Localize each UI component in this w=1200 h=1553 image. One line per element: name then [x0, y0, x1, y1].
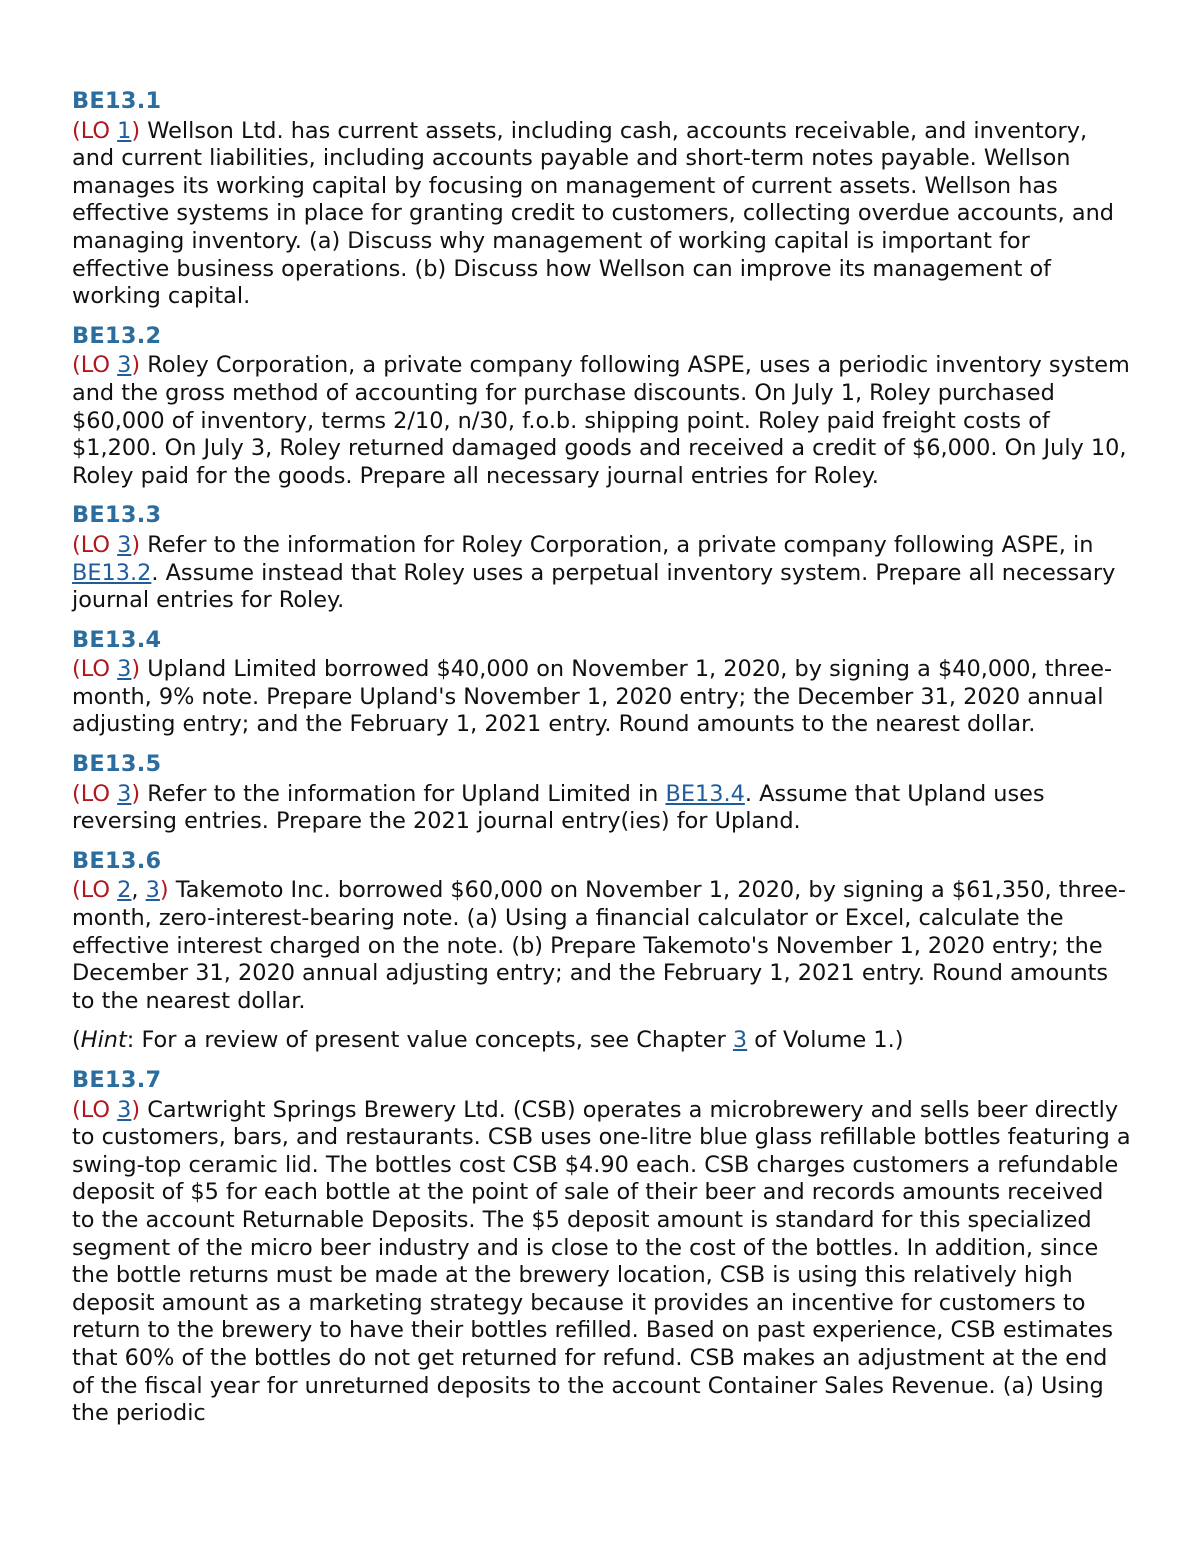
lo-open: (LO [72, 531, 118, 558]
exercise-body [72, 656, 1132, 739]
lo-link[interactable]: 3 [117, 656, 132, 683]
exercise-be13-2 [72, 323, 1132, 491]
lo-open: (LO [72, 780, 118, 807]
exercise-title: BE13.4 [72, 626, 162, 653]
hint-open: ( [72, 1027, 81, 1054]
lo-close: ) [131, 780, 141, 807]
exercise-title: BE13.6 [72, 847, 162, 874]
exercise-text: Roley Corporation, a private company following ASPE, uses a periodic inventory system and the gross method of accounting for purchase discounts. On July 1, Roley purchased $60,000 of inventory, terms 2/10, n/30, f.o.b. shipping point. Roley paid freight costs of $1,200. On July 3, Roley returned damaged goods and received a credit of $6,000. On July 10, Roley paid for the goods. Prepare all necessary journal entries for Roley. [72, 352, 1130, 489]
exercise-body [72, 1097, 1132, 1428]
lo-open: (LO [72, 1096, 118, 1123]
document-page [72, 88, 1132, 1440]
exercise-be13-4 [72, 627, 1132, 739]
exercise-be13-6 [72, 848, 1132, 1016]
cross-reference-link[interactable]: BE13.4 [665, 780, 745, 807]
exercise-text: Refer to the information for Roley Corporation, a private company following ASPE, in [140, 531, 1094, 558]
lo-link[interactable]: 1 [117, 117, 132, 144]
lo-close: ) [159, 877, 169, 904]
lo-open: (LO [72, 117, 118, 144]
exercise-be13-5 [72, 751, 1132, 836]
exercise-title: BE13.7 [72, 1067, 162, 1093]
lo-close: ) [131, 656, 141, 683]
chapter-link[interactable]: 3 [732, 1027, 748, 1054]
exercise-text: Refer to the information for Upland Limited in [140, 780, 666, 807]
lo-link[interactable]: 2 [117, 877, 132, 904]
exercise-body [72, 118, 1132, 311]
exercise-text: Wellson Ltd. has current assets, including cash, accounts receivable, and inventory, and current liabilities, including accounts payable and short-term notes payable. Wellson manages its working capital by focusing on management of current assets. Wellson has effective systems in place for granting credit to customers, collecting overdue accounts, and managing inventory. (a) Discuss why management of working capital is important for effective business operations. (b) Discuss how Wellson can improve its management of working capital. [72, 117, 1114, 310]
lo-open: (LO [72, 656, 118, 683]
exercise-body [72, 352, 1132, 490]
exercise-be13-1 [72, 88, 1132, 311]
exercise-be13-3 [72, 502, 1132, 614]
exercise-text-after: . Assume instead that Roley uses a perpetual inventory system. Prepare all necessary journal entries for Roley. [72, 559, 1116, 614]
hint-paragraph [72, 1027, 1132, 1055]
exercise-body [72, 532, 1132, 615]
exercise-text: Cartwright Springs Brewery Ltd. (CSB) operates a microbrewery and sells beer directly to customers, bars, and restaurants. CSB uses one-litre blue glass refillable bottles featuring a swing-top ceramic lid. The bottles cost CSB $4.90 each. CSB charges customers a refundable deposit of $5 for each bottle at the point of sale of their beer and records amounts received to the account Returnable Deposits. The $5 deposit amount is standard for this specialized segment of the micro beer industry and is close to the cost of the bottles. In addition, since the bottle returns must be made at the brewery location, CSB is using this relatively high deposit amount as a marketing strategy because it provides an incentive for customers to return to the brewery to have their bottles refilled. Based on past experience, CSB estimates that 60% of the bottles do not get returned for refund. CSB makes an adjustment at the end of the fiscal year for unreturned deposits to the account Container Sales Revenue. (a) Using the periodic [72, 1096, 1131, 1427]
lo-link[interactable]: 3 [117, 780, 132, 807]
exercise-body [72, 781, 1132, 836]
hint-close: of Volume 1.) [747, 1027, 904, 1054]
lo-link[interactable]: 3 [117, 1096, 132, 1123]
exercise-title: BE13.1 [72, 88, 162, 114]
lo-close: ) [131, 117, 141, 144]
exercise-body [72, 877, 1132, 1015]
exercise-text: Upland Limited borrowed $40,000 on November 1, 2020, by signing a $40,000, three-month, 9% note. Prepare Upland's November 1, 2020 entry; the December 31, 2020 annual adjusting entry; and the February 1, 2021 entry. Round amounts to the nearest dollar. [72, 656, 1113, 738]
lo-open: (LO [72, 877, 118, 904]
exercise-be13-7 [72, 1067, 1132, 1428]
lo-link[interactable]: 3 [145, 877, 160, 904]
hint-label: Hint [80, 1027, 127, 1054]
exercise-title: BE13.5 [72, 751, 162, 778]
exercise-text: Takemoto Inc. borrowed $60,000 on November 1, 2020, by signing a $61,350, three-month, zero-interest-bearing note. (a) Using a financial calculator or Excel, calculate the effective interest charged on the note. (b) Prepare Takemoto's November 1, 2020 entry; the December 31, 2020 annual adjusting entry; and the February 1, 2021 entry. Round amounts to the nearest dollar. [72, 877, 1127, 1014]
lo-link[interactable]: 3 [117, 352, 132, 379]
lo-open: (LO [72, 352, 118, 379]
lo-close: ) [131, 531, 141, 558]
lo-close: ) [131, 352, 141, 379]
exercise-title: BE13.2 [72, 322, 162, 349]
exercise-text-after: . Assume that Upland uses reversing entries. Prepare the 2021 journal entry(ies) for Upland. [72, 780, 1045, 835]
cross-reference-link[interactable]: BE13.2 [72, 559, 152, 586]
lo-separator: , [131, 877, 146, 904]
hint-text: : For a review of present value concepts, see Chapter [126, 1027, 733, 1054]
lo-link[interactable]: 3 [117, 531, 132, 558]
exercise-title: BE13.3 [72, 502, 162, 529]
lo-close: ) [131, 1096, 141, 1123]
